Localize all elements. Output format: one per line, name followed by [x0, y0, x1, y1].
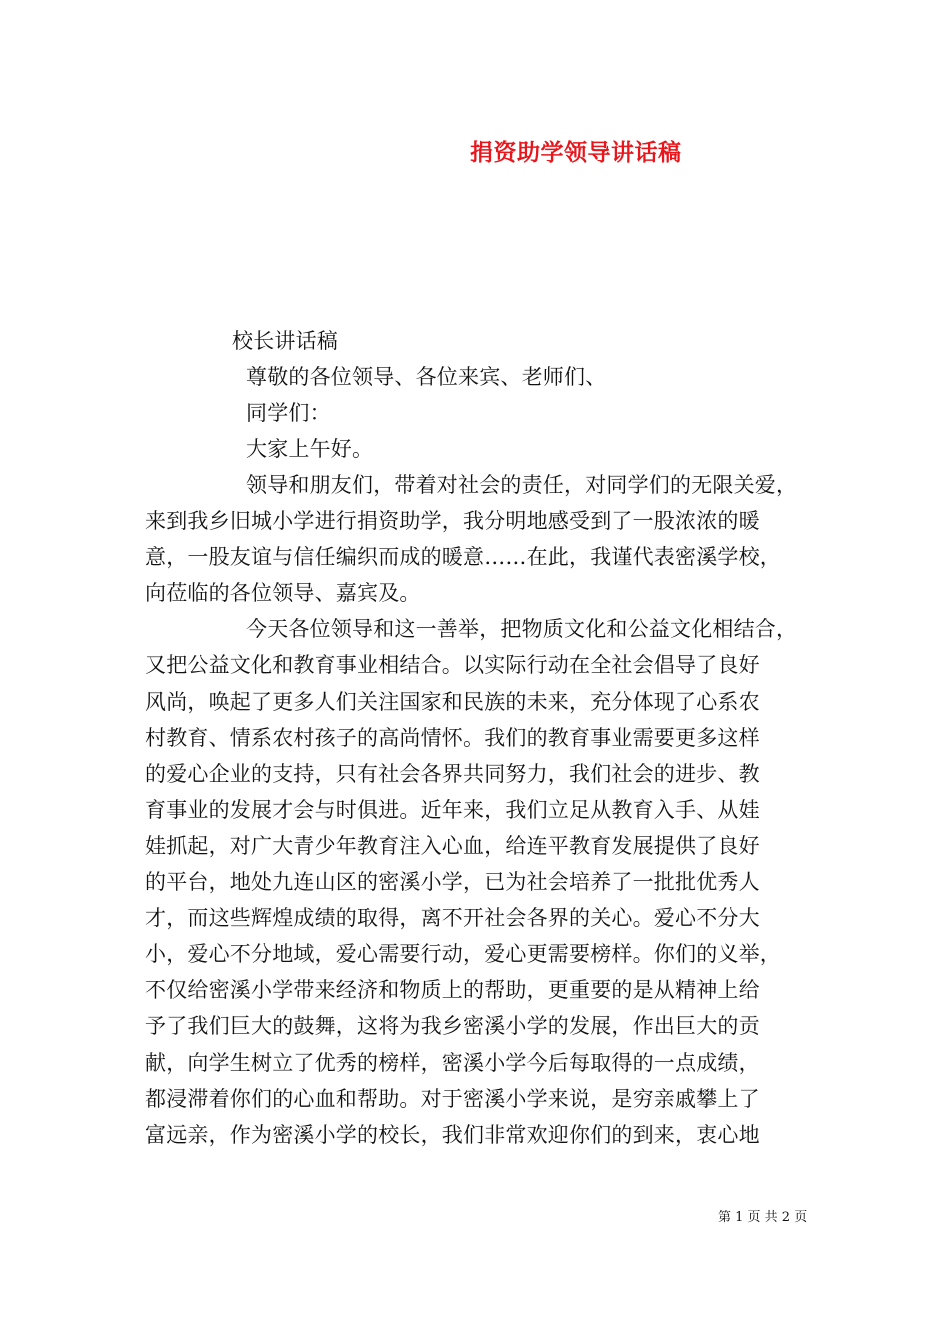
text-line: 的爱心企业的支持，只有社会各界共同努力，我们社会的进步、教 [145, 762, 760, 786]
text-line: 意，一股友谊与信任编织而成的暖意……在此，我谨代表密溪学校， [145, 545, 781, 569]
text-line: 领导和朋友们，带着对社会的责任，对同学们的无限关爱， [246, 473, 798, 497]
text-line: 向莅临的各位领导、嘉宾及。 [145, 581, 421, 605]
text-line: 予了我们巨大的鼓舞，这将为我乡密溪小学的发展，作出巨大的贡 [145, 1014, 760, 1038]
text-line: 才，而这些辉煌成绩的取得，离不开社会各界的关心。爱心不分大 [145, 906, 760, 930]
text-line: 富远亲，作为密溪小学的校长，我们非常欢迎你们的到来，衷心地 [145, 1123, 760, 1147]
text-line: 大家上午好。 [246, 437, 374, 461]
text-line: 今天各位领导和这一善举，把物质文化和公益文化相结合， [246, 617, 798, 641]
text-line: 不仅给密溪小学带来经济和物质上的帮助，更重要的是从精神上给 [145, 978, 760, 1002]
text-line: 又把公益文化和教育事业相结合。以实际行动在全社会倡导了良好 [145, 653, 760, 677]
text-line: 的平台，地处九连山区的密溪小学，已为社会培养了一批批优秀人 [145, 870, 760, 894]
text-line: 都浸滞着你们的心血和帮助。对于密溪小学来说，是穷亲戚攀上了 [145, 1087, 760, 1111]
text-line: 同学们： [246, 401, 331, 425]
text-line: 小，爱心不分地域，爱心需要行动，爱心更需要榜样。你们的义举， [145, 942, 781, 966]
page-footer: 第 1 页 共 2 页 [718, 1210, 808, 1225]
document-title: 捐资助学领导讲话稿 [470, 140, 682, 166]
text-line: 娃抓起，对广大青少年教育注入心血，给连平教育发展提供了良好 [145, 834, 760, 858]
text-line: 育事业的发展才会与时俱进。近年来，我们立足从教育入手、从娃 [145, 798, 760, 822]
text-line: 尊敬的各位领导、各位来宾、老师们、 [246, 365, 607, 389]
text-line: 献，向学生树立了优秀的榜样，密溪小学今后每取得的一点成绩， [145, 1051, 760, 1075]
text-line: 风尚，唤起了更多人们关注国家和民族的未来，充分体现了心系农 [145, 690, 760, 714]
text-line: 来到我乡旧城小学进行捐资助学，我分明地感受到了一股浓浓的暖 [145, 509, 760, 533]
text-line: 村教育、情系农村孩子的高尚情怀。我们的教育事业需要更多这样 [145, 726, 760, 750]
heading: 校长讲话稿 [232, 329, 338, 353]
